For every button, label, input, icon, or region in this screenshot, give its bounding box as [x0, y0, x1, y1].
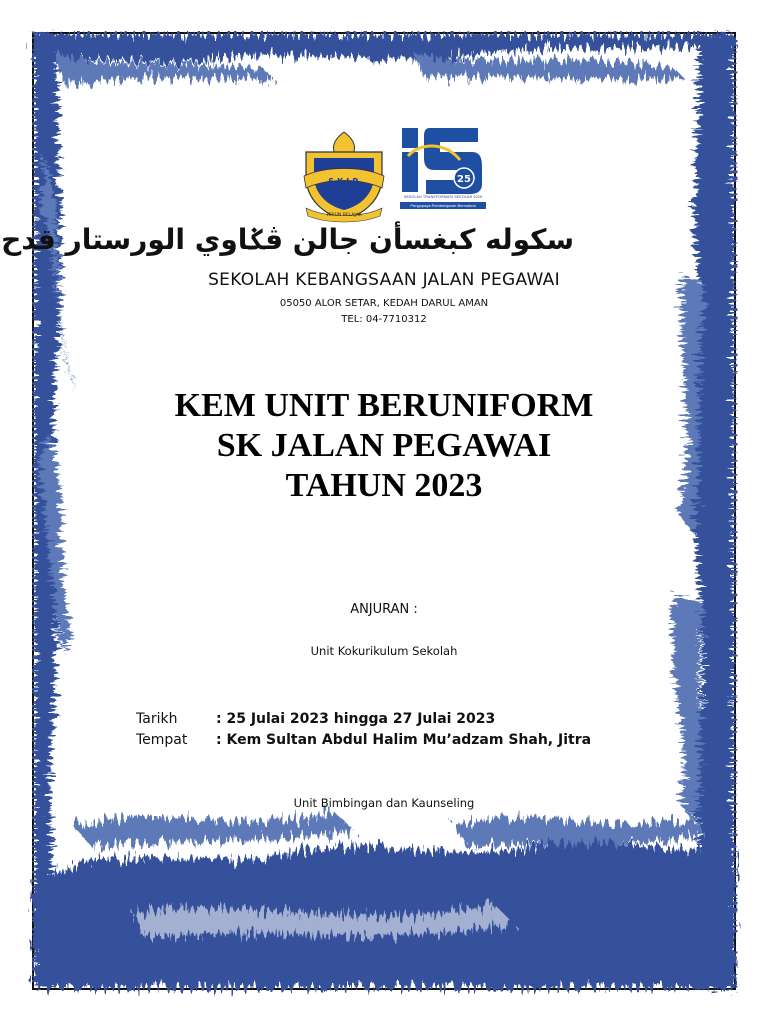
date-label: Tarikh	[136, 711, 178, 727]
organizer-label: ANJURAN :	[350, 602, 418, 617]
jawi-school-name: سكوله كبغسأن جالن ڤݢاوي الورستار قدح	[1, 223, 574, 256]
ts-number: 25	[457, 174, 471, 185]
school-address: 05050 ALOR SETAR, KEDAH DARUL AMAN	[279, 298, 489, 309]
date-row	[136, 711, 495, 727]
content-area	[1, 34, 734, 988]
school-tel: TEL: 04-7710312	[341, 314, 427, 325]
date-value: : 25 Julai 2023 hingga 27 Julai 2023	[216, 711, 496, 727]
title-line-2: SK JALAN PEGAWAI	[216, 427, 552, 464]
school-name: SEKOLAH KEBANGSAAN JALAN PEGAWAI	[208, 270, 560, 290]
school-crest-logo	[296, 130, 392, 222]
title-line-1: KEM UNIT BERUNIFORM	[174, 387, 594, 424]
venue-row	[136, 732, 591, 748]
venue-label: Tempat	[136, 732, 188, 748]
ts25-mark	[400, 122, 486, 196]
sekolah-transformasi-logo	[400, 122, 486, 222]
ts-tagline-2: Pengupaya Pembelajaran Bermakna	[400, 202, 486, 209]
crest-banner-text: S.K.J.P.	[328, 177, 360, 186]
crest-ribbon-text: TEKUN BELAJAR	[326, 213, 362, 218]
venue-value: : Kem Sultan Abdul Halim Mu’adzam Shah, Jitra	[216, 732, 592, 748]
title-line-3: TAHUN 2023	[285, 467, 483, 504]
document-page	[1, 32, 736, 990]
footer-unit: Unit Bimbingan dan Kaunseling	[293, 796, 475, 810]
document-title	[84, 386, 684, 506]
organizer-name: Unit Kokurikulum Sekolah	[310, 644, 458, 658]
ts-tagline-1: SEKOLAH TRANSFORMASI SEKOLAH 2025	[403, 195, 483, 199]
